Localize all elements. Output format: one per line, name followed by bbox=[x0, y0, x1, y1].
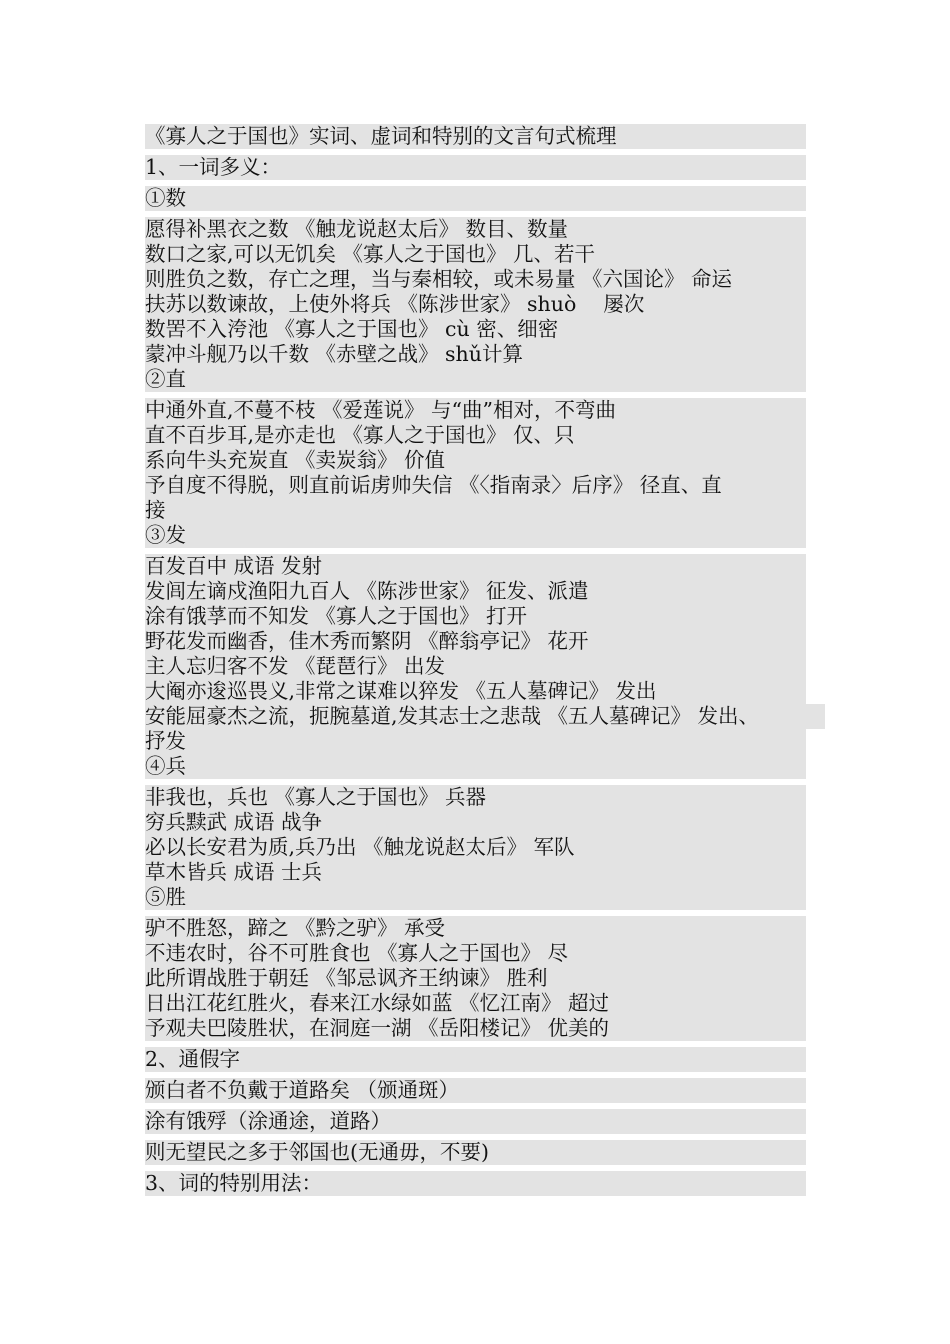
example-line: 直不百步耳,是亦走也 《寡人之于国也》 仅、只 bbox=[145, 423, 575, 447]
example-line: 予观夫巴陵胜状，在洞庭一湖 《岳阳楼记》 优美的 bbox=[145, 1016, 610, 1040]
example-line: 不违农时，谷不可胜食也 《寡人之于国也》 尽 bbox=[145, 941, 569, 965]
document-title: 《寡人之于国也》实词、虚词和特别的文言句式梳理 bbox=[145, 124, 806, 149]
group-body-fa bbox=[145, 554, 806, 779]
example-line: 野花发而幽香，佳木秀而繁阴 《醉翁亭记》 花开 bbox=[145, 629, 589, 653]
example-line: 数罟不入洿池 《寡人之于国也》 cù 密、细密 bbox=[145, 317, 559, 341]
example-line: 涂有饿殍（涂通途，道路） bbox=[145, 1109, 806, 1134]
example-line: 大阉亦逡巡畏义,非常之谋难以猝发 《五人墓碑记》 发出 bbox=[145, 679, 657, 703]
section-heading-polysemy: 1、一词多义： bbox=[145, 155, 806, 180]
document-page bbox=[145, 124, 806, 1196]
example-line: 发闾左谪戍渔阳九百人 《陈涉世家》 征发、派遣 bbox=[145, 579, 589, 603]
example-line: 颁白者不负戴于道路矣 （颁通斑） bbox=[145, 1078, 806, 1103]
example-line: 则无望民之多于邻国也(无通毋，不要) bbox=[145, 1140, 806, 1165]
example-line: 蒙冲斗舰乃以千数 《赤壁之战》 shǔ计算 bbox=[145, 342, 523, 366]
example-line: 扶苏以数谏故，上使外将兵 《陈涉世家》 shuò 屡次 bbox=[145, 292, 645, 316]
example-line: 则胜负之数，存亡之理，当与秦相较，或未易量 《六国论》 命运 bbox=[145, 267, 733, 291]
example-line: 予自度不得脱，则直前诟虏帅失信 《〈指南录〉后序》 径直、直 bbox=[145, 473, 722, 497]
group-body-shu bbox=[145, 217, 806, 392]
example-line: 数口之家,可以无饥矣 《寡人之于国也》 几、若干 bbox=[145, 242, 596, 266]
example-line: 驴不胜怒，蹄之 《黔之驴》 承受 bbox=[145, 916, 446, 940]
example-line: 必以长安君为质,兵乃出 《触龙说赵太后》 军队 bbox=[145, 835, 575, 859]
example-line: 接 bbox=[145, 498, 166, 522]
example-line: 此所谓战胜于朝廷 《邹忌讽齐王纳谏》 胜利 bbox=[145, 966, 548, 990]
group-heading-fa: ③发 bbox=[145, 523, 186, 547]
section-heading-tongjiazi: 2、通假字 bbox=[145, 1047, 806, 1072]
example-line: 草木皆兵 成语 士兵 bbox=[145, 860, 323, 884]
example-line: 抒发 bbox=[145, 729, 186, 753]
example-line: 系向牛头充炭直 《卖炭翁》 价值 bbox=[145, 448, 446, 472]
example-line: 涂有饿莩而不知发 《寡人之于国也》 打开 bbox=[145, 604, 528, 628]
group-heading-sheng: ⑤胜 bbox=[145, 885, 186, 909]
section-heading-special-usage: 3、词的特别用法： bbox=[145, 1171, 806, 1196]
example-line: 安能屈豪杰之流，扼腕墓道,发其志士之悲哉 《五人墓碑记》 发出、 bbox=[145, 704, 825, 729]
example-line: 百发百中 成语 发射 bbox=[145, 554, 323, 578]
example-line: 中通外直,不蔓不枝 《爱莲说》 与“曲”相对，不弯曲 bbox=[145, 398, 617, 422]
group-heading-shu: ①数 bbox=[145, 186, 806, 211]
group-body-bing bbox=[145, 785, 806, 910]
example-line: 日出江花红胜火，春来江水绿如蓝 《忆江南》 超过 bbox=[145, 991, 610, 1015]
group-body-sheng bbox=[145, 916, 806, 1041]
example-line: 主人忘归客不发 《琵琶行》 出发 bbox=[145, 654, 446, 678]
group-heading-zhi: ②直 bbox=[145, 367, 186, 391]
group-heading-bing: ④兵 bbox=[145, 754, 186, 778]
group-body-zhi bbox=[145, 398, 806, 548]
example-line: 非我也，兵也 《寡人之于国也》 兵器 bbox=[145, 785, 487, 809]
example-line: 愿得补黑衣之数 《触龙说赵太后》 数目、数量 bbox=[145, 217, 569, 241]
example-line: 穷兵黩武 成语 战争 bbox=[145, 810, 323, 834]
